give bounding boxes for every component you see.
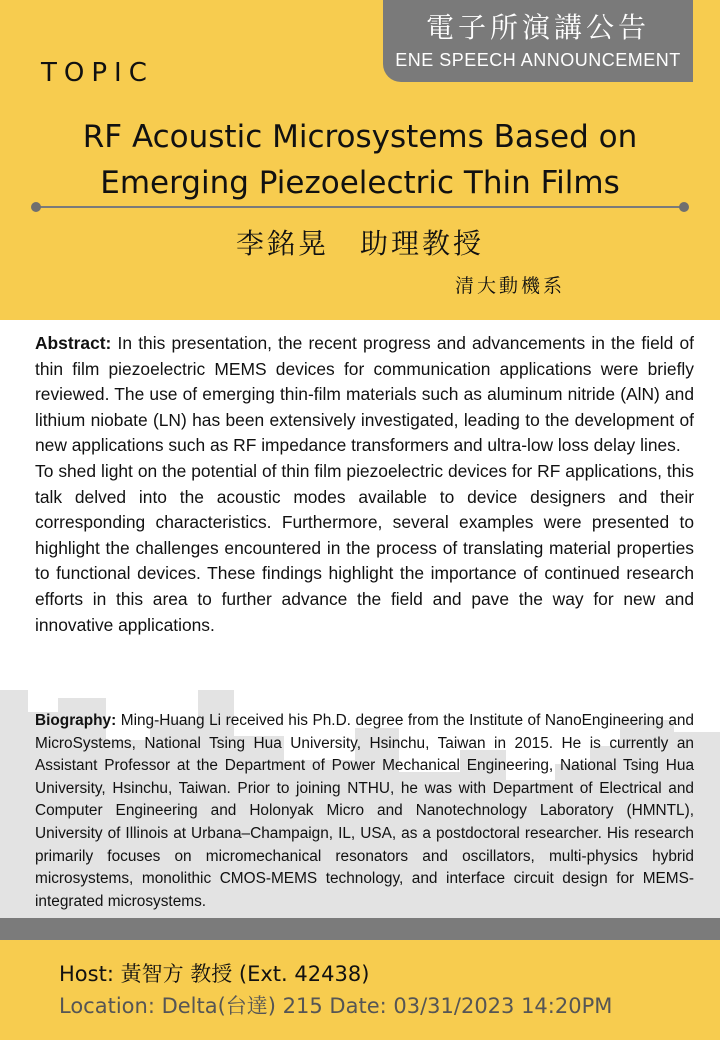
announcement-banner (383, 0, 693, 82)
title-divider (36, 206, 684, 208)
talk-title-line1: RF Acoustic Microsystems Based on (82, 119, 638, 155)
abstract-text-1: In this presentation, the recent progress and advancements in the field of thin film piezoelectric MEMS devices for communication applications were briefly reviewed. The use of emerging thin-film materials such as aluminum nitride (AlN) and lithium niobate (LN) has been extensively investigated, leading to the development of new applications such as RF impedance transformers and ultra-low loss delay lines. (35, 333, 694, 456)
talk-title-line2: Emerging Piezoelectric Thin Films (100, 165, 620, 201)
banner-chinese-title: 電子所演講公告 (425, 11, 650, 44)
biography-text: Ming-Huang Li received his Ph.D. degree from the Institute of NanoEngineering and MicroSystems, National Tsing Hua University, Hsinchu, Taiwan in 2015. He is currently an Assistant Professor at the Department of Power Mechanical Engineering, National Tsing Hua University, Hsinchu, Taiwan. Prior to joining NTHU, he was with Department of Electrical and Computer Engineering and Holonyak Micro and Nanotechnology Laboratory (HMNTL), University of Illinois at Urbana–Champaign, IL, USA, as a postdoctoral researcher. His research primarily focuses on micromechanical resonators and oscillators, multi-physics hybrid microsystems, monolithic CMOS-MEMS technology, and interface circuit design for MEMS-integrated microsystems. (35, 712, 694, 910)
divider-right-dot (679, 202, 689, 212)
abstract-section (35, 331, 694, 638)
speaker-department: 清大動機系 (455, 275, 566, 297)
speaker-name: 李銘晃 助理教授 (235, 227, 484, 260)
abstract-paragraph-1 (35, 331, 694, 459)
biography-section (35, 710, 694, 913)
topic-label: TOPIC (41, 58, 154, 88)
abstract-paragraph-2: To shed light on the potential of thin film piezoelectric devices for RF applications, this talk delved into the acoustic modes available to device designers and their corresponding characteristics. Furthermore, several examples were presented to highlight the challenges encountered in the process of translating material properties to functional devices. These findings highlight the importance of continued research efforts in this area to further advance the field and pave the way for new and innovative applications. (35, 460, 694, 635)
biography-label: Biography: (35, 712, 117, 729)
talk-title (40, 114, 680, 206)
abstract-label: Abstract: (35, 333, 112, 353)
location-date-info: Location: Delta(台達) 215 Date: 03/31/2023 14:20PM (59, 994, 613, 1018)
footer-divider-bar (0, 918, 720, 940)
host-info: Host: 黃智方 教授 (Ext. 42438) (59, 962, 370, 986)
banner-english-title: ENE SPEECH ANNOUNCEMENT (395, 50, 681, 70)
divider-left-dot (31, 202, 41, 212)
